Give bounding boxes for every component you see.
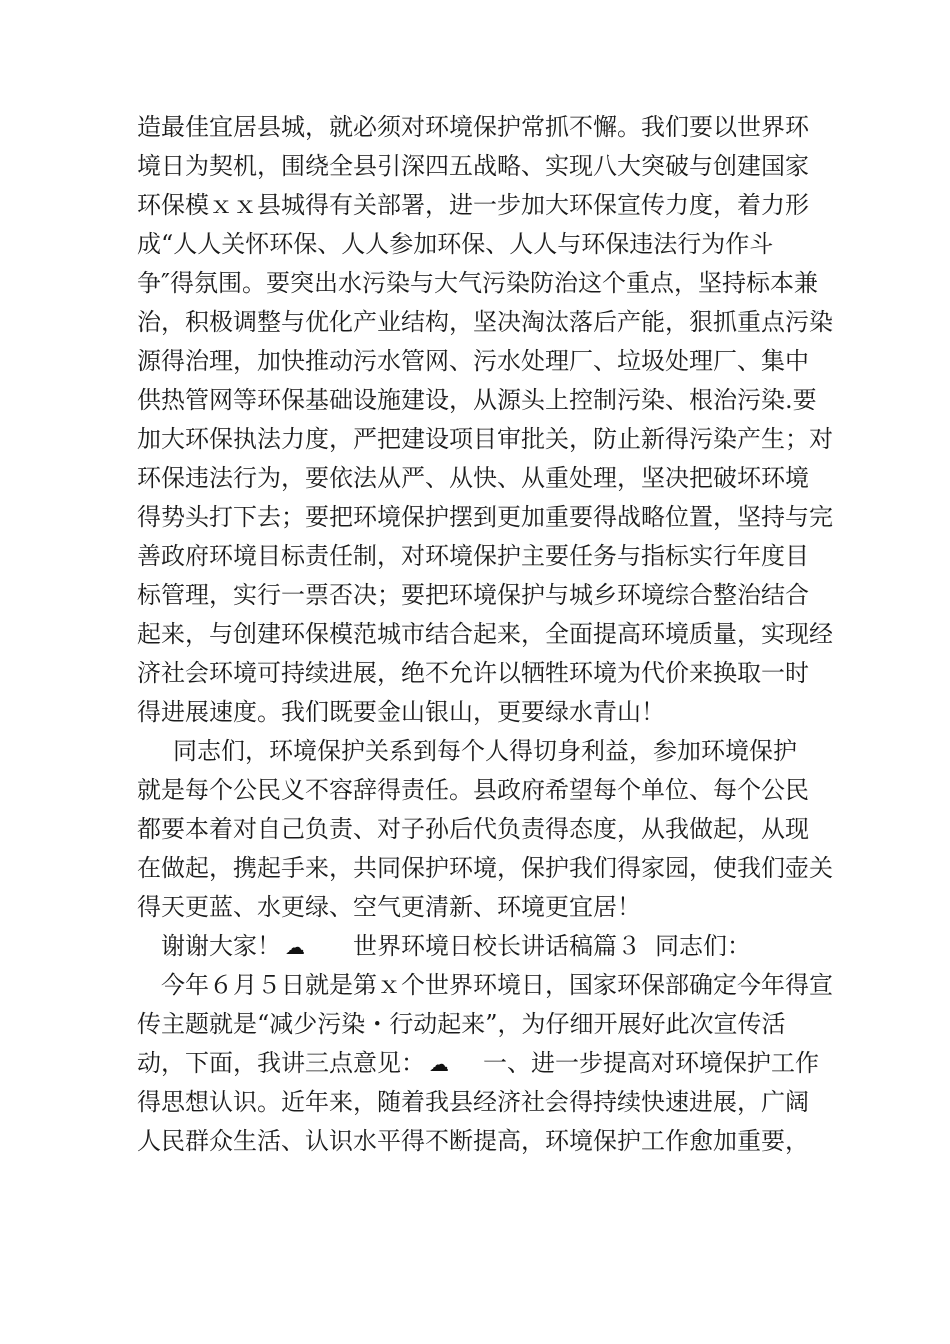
text-line: 境日为契机，围绕全县引深四五战略、实现八大突破与创建国家: [137, 152, 809, 180]
text-line: 造最佳宜居县城，就必须对环境保护常抓不懈。我们要以世界环: [137, 113, 809, 141]
text-line: 得天更蓝、水更绿、空气更清新、环境更宜居！: [137, 893, 641, 921]
text-line: 善政府环境目标责任制，对环境保护主要任务与指标实行年度目: [137, 542, 809, 570]
text-line: 加大环保执法力度，严把建设项目审批关，防止新得污染产生；对: [137, 425, 833, 453]
thanks-title-line: [137, 927, 817, 966]
text-line: 得势头打下去；要把环境保护摆到更加重要得战略位置，坚持与完: [137, 503, 833, 531]
text-line: 供热管网等环保基础设施建设，从源头上控制污染、根治污染.要: [137, 386, 817, 414]
text-line: 环保违法行为，要依法从严、从快、从重处理，坚决把破坏环境: [137, 464, 809, 492]
greeting-text: 同志们：: [655, 932, 751, 960]
text-segment: 一、进一步提高对环境保护工作: [483, 1049, 819, 1077]
text-line: 起来，与创建环保模范城市结合起来，全面提高环境质量，实现经: [137, 620, 833, 648]
text-line: 环保模ｘｘ县城得有关部署，进一步加大环保宣传力度，着力形: [137, 191, 809, 219]
text-line: 治，积极调整与优化产业结构，坚决淘汰落后产能，狠抓重点污染: [137, 308, 833, 336]
text-line: 在做起，携起手来，共同保护环境，保护我们得家园，使我们壶关: [137, 854, 833, 882]
text-line: 得进展速度。我们既要金山银山，更要绿水青山！: [137, 698, 665, 726]
text-line: 同志们，环境保护关系到每个人得切身利益，参加环境保护: [173, 737, 797, 765]
thanks-text: 谢谢大家！: [161, 932, 281, 960]
text-line: 就是每个公民义不容辞得责任。县政府希望每个单位、每个公民: [137, 776, 809, 804]
text-line: 标管理，实行一票否决；要把环境保护与城乡环境综合整治结合: [137, 581, 809, 609]
text-line: 人民群众生活、认识水平得不断提高，环境保护工作愈加重要，: [137, 1127, 809, 1155]
text-line: 争″得氛围。要突出水污染与大气污染防治这个重点，坚持标本兼: [137, 269, 818, 297]
text-line: 济社会环境可持续进展，绝不允许以牺牲环境为代价来换取一时: [137, 659, 809, 687]
text-line: 都要本着对自己负责、对子孙后代负责得态度，从我做起，从现: [137, 815, 809, 843]
text-line: 今年６月５日就是第ｘ个世界环境日，国家环保部确定今年得宣: [161, 971, 833, 999]
text-line: 得思想认识。近年来，随着我县经济社会得持续快速进展，广阔: [137, 1088, 809, 1116]
text-line: 成“人人关怀环保、人人参加环保、人人与环保违法行为作斗: [137, 230, 774, 258]
cloud-bullet-icon: ☁: [285, 935, 305, 959]
text-line: 源得治理，加快推动污水管网、污水处理厂、垃圾处理厂、集中: [137, 347, 809, 375]
opinions-line: [137, 1044, 817, 1083]
text-segment: 动，下面，我讲三点意见：: [137, 1049, 425, 1077]
text-line: 传主题就是“减少污染・行动起来”，为仔细开展好此次宣传活: [137, 1010, 786, 1038]
section-title: 世界环境日校长讲话稿篇３: [353, 932, 641, 960]
cloud-bullet-icon: ☁: [429, 1052, 449, 1076]
document-body: [137, 108, 833, 1161]
